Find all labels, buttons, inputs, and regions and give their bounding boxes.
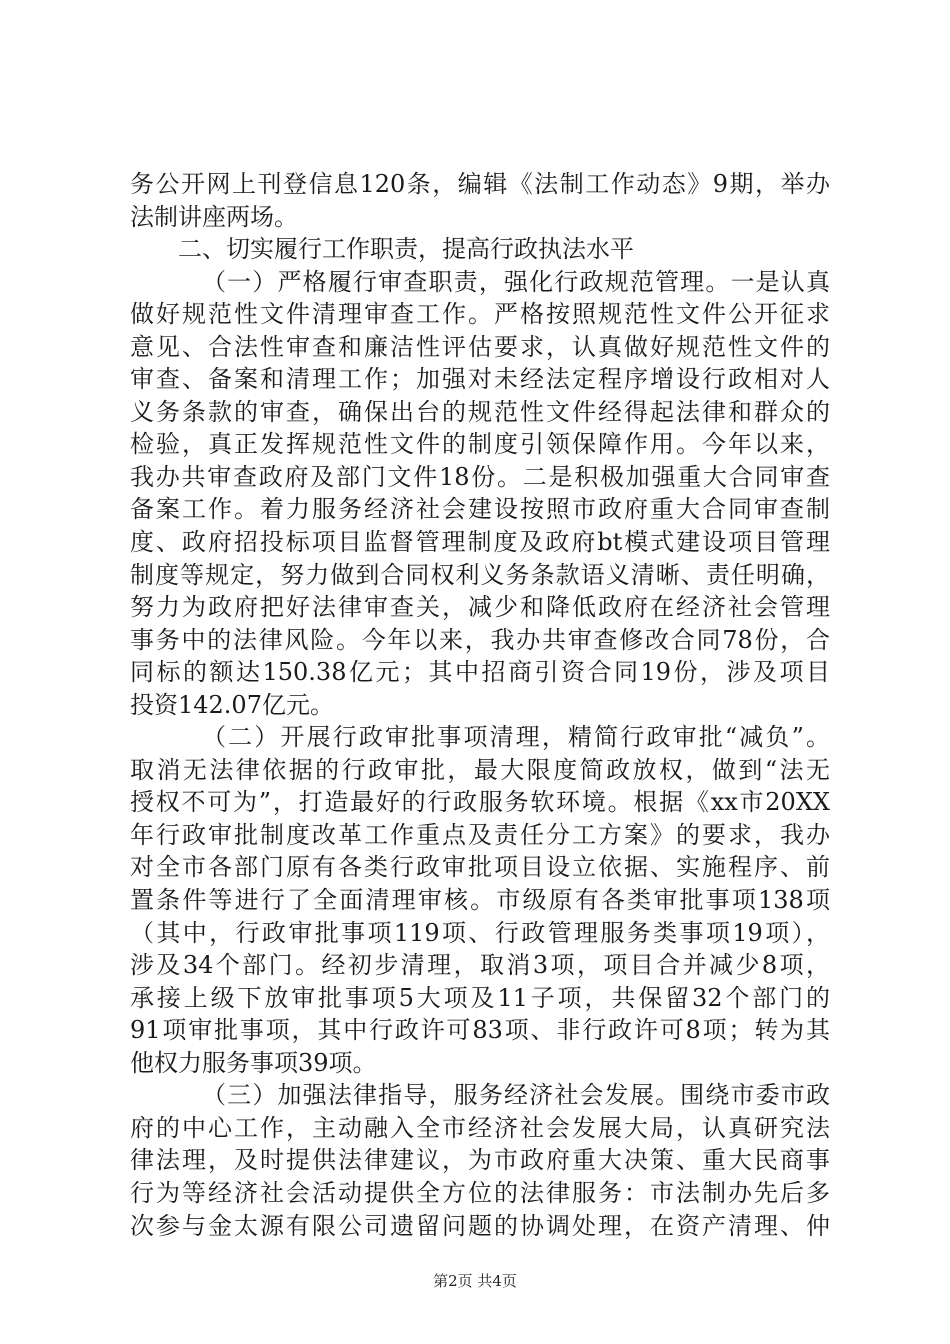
body-line: 置条件等进行了全面清理审核。市级原有各类审批事项138项 bbox=[130, 886, 830, 915]
body-line: 年行政审批制度改革工作重点及责任分工方案》的要求，我办 bbox=[130, 820, 830, 849]
document-body bbox=[130, 168, 830, 1242]
page-number-footer: 第2页 共4页 bbox=[433, 1272, 517, 1290]
body-line: 备案工作。着力服务经济社会建设按照市政府重大合同审查制 bbox=[130, 495, 830, 524]
body-line: 我办共审查政府及部门文件18份。二是积极加强重大合同审查 bbox=[130, 462, 830, 491]
body-line: 投资142.07亿元。 bbox=[130, 690, 334, 719]
body-line: 律法理，及时提供法律建议，为市政府重大决策、重大民商事 bbox=[130, 1146, 830, 1175]
body-line: 做好规范性文件清理审查工作。严格按照规范性文件公开征求 bbox=[130, 300, 830, 329]
body-line: 检验，真正发挥规范性文件的制度引领保障作用。今年以来， bbox=[130, 430, 830, 459]
body-line: 授权不可为”，打造最好的行政服务软环境。根据《xx市20XX bbox=[130, 788, 830, 817]
body-line: 意见、合法性审查和廉洁性评估要求，认真做好规范性文件的 bbox=[130, 332, 830, 361]
subsection-heading-line: （二）开展行政审批事项清理，精简行政审批“减负”。 bbox=[202, 723, 830, 752]
body-line: 事务中的法律风险。今年以来，我办共审查修改合同78份，合 bbox=[130, 625, 830, 654]
body-line: 次参与金太源有限公司遗留问题的协调处理，在资产清理、仲 bbox=[130, 1211, 830, 1240]
body-line: 他权力服务事项39项。 bbox=[130, 1048, 377, 1077]
body-line: 审查、备案和清理工作；加强对未经法定程序增设行政相对人 bbox=[130, 365, 830, 394]
subsection-heading-line: （一）严格履行审查职责，强化行政规范管理。一是认真 bbox=[202, 267, 830, 296]
body-line: 制度等规定，努力做到合同权利义务条款语义清晰、责任明确， bbox=[130, 560, 830, 589]
body-line: 91项审批事项，其中行政许可83项、非行政许可8项；转为其 bbox=[130, 1016, 830, 1045]
body-line: 度、政府招投标项目监督管理制度及政府bt模式建设项目管理 bbox=[130, 528, 830, 557]
body-line: 务公开网上刊登信息120条，编辑《法制工作动态》9期，举办 bbox=[130, 170, 830, 198]
body-line: 行为等经济社会活动提供全方位的法律服务：市法制办先后多 bbox=[130, 1178, 830, 1207]
body-line: 法制讲座两场。 bbox=[130, 202, 298, 231]
subsection-heading-line: （三）加强法律指导，服务经济社会发展。围绕市委市政 bbox=[202, 1081, 830, 1110]
body-line: 承接上级下放审批事项5大项及11子项，共保留32个部门的 bbox=[130, 983, 830, 1012]
body-line: 府的中心工作，主动融入全市经济社会发展大局，认真研究法 bbox=[130, 1113, 830, 1142]
body-line: 同标的额达150.38亿元；其中招商引资合同19份，涉及项目 bbox=[130, 658, 830, 687]
section-heading: 二、切实履行工作职责，提高行政执法水平 bbox=[178, 235, 634, 264]
body-line: 义务条款的审查，确保出台的规范性文件经得起法律和群众的 bbox=[130, 397, 830, 426]
body-line: （其中，行政审批事项119项、行政管理服务类事项19项）， bbox=[130, 918, 830, 947]
body-line: 取消无法律依据的行政审批，最大限度简政放权，做到“法无 bbox=[130, 755, 830, 784]
body-line: 努力为政府把好法律审查关，减少和降低政府在经济社会管理 bbox=[130, 593, 830, 622]
body-line: 涉及34个部门。经初步清理，取消3项，项目合并减少8项， bbox=[130, 951, 830, 980]
body-line: 对全市各部门原有各类行政审批项目设立依据、实施程序、前 bbox=[130, 853, 830, 882]
